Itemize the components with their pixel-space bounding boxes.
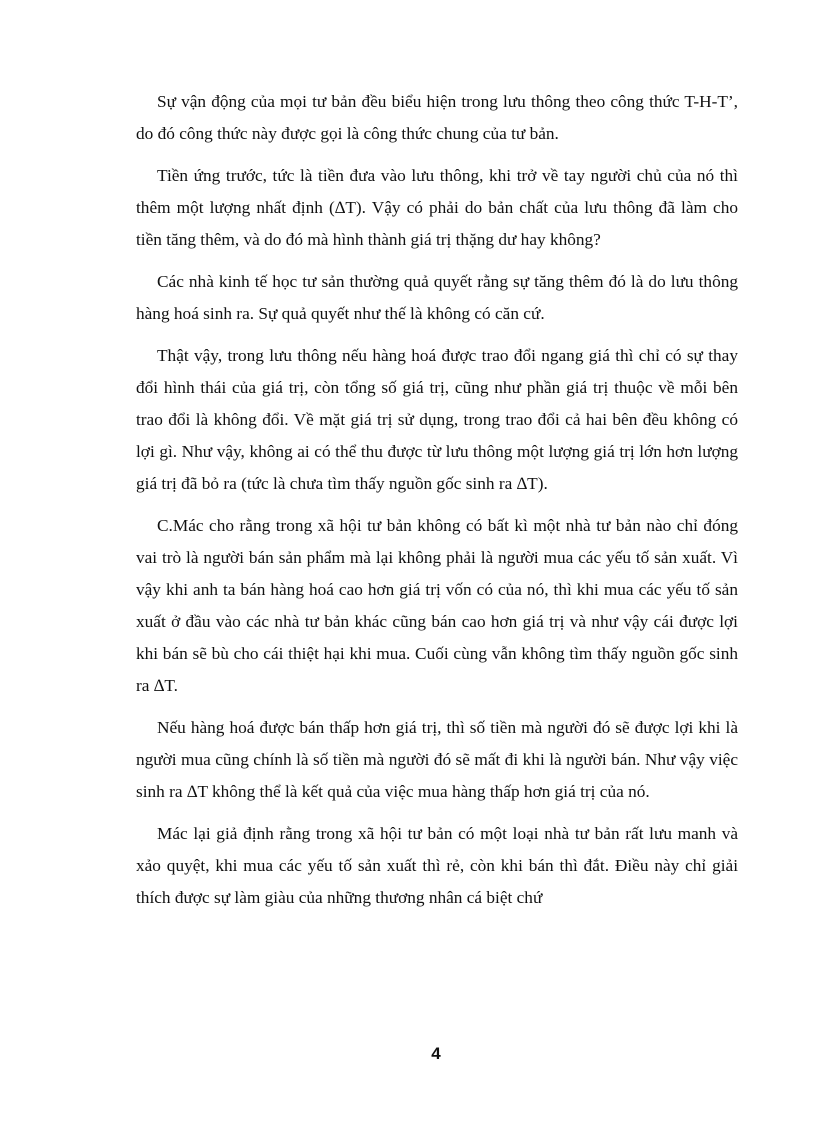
paragraph-4: Thật vậy, trong lưu thông nếu hàng hoá được trao đổi ngang giá thì chỉ có sự thay đổi hình thái của giá trị, còn tổng số giá trị, cũng như phần giá trị thuộc về mỗi bên trao đổi là không đổi. Về mặt giá trị sử dụng, trong trao đổi cả hai bên đều không có lợi gì. Như vậy, không ai có thể thu được từ lưu thông một lượng giá trị lớn hơn lượng giá trị đã bỏ ra (tức là chưa tìm thấy nguồn gốc sinh ra ∆T).: [136, 346, 738, 493]
paragraph-5: C.Mác cho rằng trong xã hội tư bản không có bất kì một nhà tư bản nào chỉ đóng vai trò là người bán sản phẩm mà lại không phải là người mua các yếu tố sản xuất. Vì vậy khi anh ta bán hàng hoá cao hơn giá trị vốn có của nó, thì khi mua các yếu tố sản xuất ở đầu vào các nhà tư bản khác cũng bán cao hơn giá trị và như vậy cái được lợi khi bán sẽ bù cho cái thiệt hại khi mua. Cuối cùng vẫn không tìm thấy nguồn gốc sinh ra ∆T.: [136, 516, 738, 695]
body-text: [136, 86, 738, 924]
paragraph-2: Tiền ứng trước, tức là tiền đưa vào lưu thông, khi trở về tay người chủ của nó thì thêm một lượng nhất định (∆T). Vậy có phải do bản chất của lưu thông đã làm cho tiền tăng thêm, và do đó mà hình thành giá trị thặng dư hay không?: [136, 166, 738, 249]
paragraph-1: Sự vận động của mọi tư bản đều biểu hiện trong lưu thông theo công thức T-H-T’, do đó công thức này được gọi là công thức chung của tư bản.: [136, 92, 738, 143]
paragraph-3: Các nhà kinh tế học tư sản thường quả quyết rằng sự tăng thêm đó là do lưu thông hàng hoá sinh ra. Sự quả quyết như thế là không có căn cứ.: [136, 272, 738, 323]
paragraph-6: Nếu hàng hoá được bán thấp hơn giá trị, thì số tiền mà người đó sẽ được lợi khi là người mua cũng chính là số tiền mà người đó sẽ mất đi khi là người bán. Như vậy việc sinh ra ∆T không thể là kết quả của việc mua hàng thấp hơn giá trị của nó.: [136, 718, 738, 801]
paragraph-7: Mác lại giả định rằng trong xã hội tư bản có một loại nhà tư bản rất lưu manh và xảo quyệt, khi mua các yếu tố sản xuất thì rẻ, còn khi bán thì đắt. Điều này chỉ giải thích được sự làm giàu của những thương nhân cá biệt chứ: [136, 824, 738, 907]
page-number: 4: [431, 1044, 441, 1063]
